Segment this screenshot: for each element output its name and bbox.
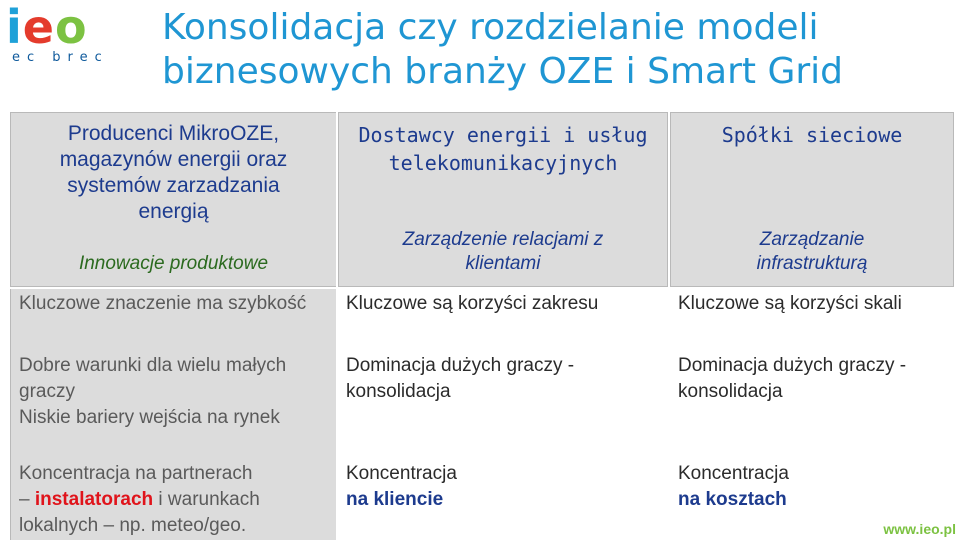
column-subheader bbox=[345, 228, 661, 276]
header-line: Spółki sieciowe bbox=[721, 123, 903, 147]
text-part: i warunkach lokalnych bbox=[19, 489, 260, 536]
row-market-structure bbox=[670, 351, 954, 459]
column-grid-companies bbox=[670, 112, 954, 540]
column-header bbox=[10, 112, 336, 287]
text-part: – bbox=[19, 489, 30, 510]
row-text bbox=[19, 459, 328, 539]
header-line: Dostawcy energii i usług bbox=[358, 123, 648, 147]
row-text: Koncentracja bbox=[678, 463, 789, 484]
row-market-structure bbox=[10, 351, 336, 459]
logo-letter-e: e bbox=[22, 0, 55, 54]
row-text-emphasis: na kliencie bbox=[346, 489, 444, 510]
text-part: – np. meteo/geo. bbox=[103, 515, 247, 536]
row-key-factor bbox=[10, 289, 336, 351]
row-market-structure bbox=[338, 351, 668, 459]
ieo-logo bbox=[6, 0, 134, 66]
row-text: Koncentracja bbox=[346, 463, 457, 484]
header-line: energią bbox=[138, 200, 209, 223]
row-text: Dobre warunki dla wielu małych graczy bbox=[19, 355, 287, 402]
highlight-installers: instalatorach bbox=[34, 489, 154, 510]
row-text: Kluczowe są korzyści skali bbox=[678, 293, 902, 314]
header-line: magazynów energii oraz bbox=[59, 148, 288, 171]
logo-letter-o: o bbox=[54, 0, 88, 54]
header-line: Producenci MikroOZE, bbox=[67, 122, 280, 145]
row-text: Kluczowe znaczenie ma szybkość bbox=[19, 293, 307, 314]
logo-subtitle: ec brec bbox=[12, 50, 109, 65]
column-header-title bbox=[677, 121, 947, 149]
column-header bbox=[338, 112, 668, 287]
row-text-emphasis: na kosztach bbox=[678, 489, 787, 510]
title-line-1: Konsolidacja czy rozdzielanie modeli bbox=[162, 7, 819, 48]
subheader-line: Zarządzenie relacjami z bbox=[402, 229, 604, 250]
column-header-title bbox=[17, 121, 330, 225]
row-text: Dominacja dużych graczy - konsolidacja bbox=[346, 355, 575, 402]
row-key-factor bbox=[338, 289, 668, 351]
slide-title bbox=[162, 6, 942, 94]
row-focus bbox=[338, 459, 668, 540]
header-line: telekomunikacyjnych bbox=[388, 151, 618, 175]
column-header-title bbox=[345, 121, 661, 177]
row-focus bbox=[10, 459, 336, 540]
row-text: Kluczowe są korzyści zakresu bbox=[346, 293, 599, 314]
header-line: systemów zarzadzania bbox=[67, 174, 280, 197]
text-part: Koncentracja na partnerach bbox=[19, 463, 253, 484]
row-text: Dominacja dużych graczy - konsolidacja bbox=[678, 355, 907, 402]
logo-letter-i: i bbox=[6, 0, 23, 54]
column-subheader: Innowacje produktowe bbox=[78, 253, 269, 274]
column-producers bbox=[10, 112, 336, 540]
subheader-line: Zarządzanie bbox=[759, 229, 865, 250]
column-header bbox=[670, 112, 954, 287]
title-line-2: biznesowych branży OZE i Smart Grid bbox=[162, 51, 843, 92]
subheader-line: klientami bbox=[465, 253, 541, 274]
row-text: Niskie bariery wejścia na rynek bbox=[19, 407, 280, 428]
logo-mark bbox=[6, 0, 88, 54]
footer-url: www.ieo.pl bbox=[883, 521, 956, 537]
subheader-line: infrastrukturą bbox=[756, 253, 868, 274]
row-key-factor bbox=[670, 289, 954, 351]
column-energy-suppliers bbox=[338, 112, 668, 540]
column-subheader bbox=[677, 228, 947, 276]
